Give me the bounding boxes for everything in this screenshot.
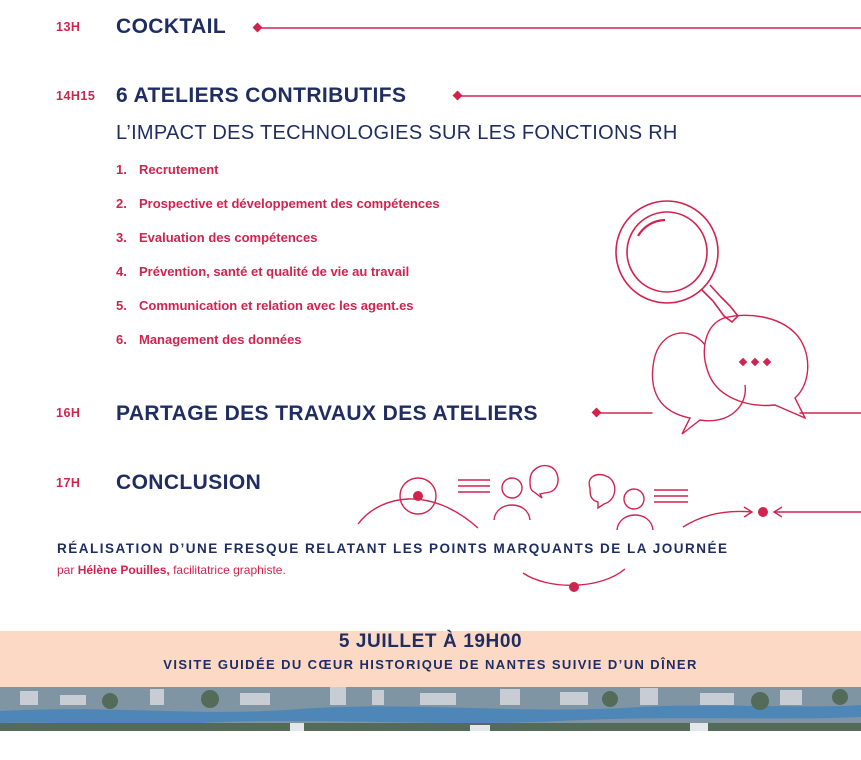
- city-skyline-illustration: [0, 687, 861, 731]
- agenda-time-conclusion: 17H: [56, 476, 81, 490]
- agenda-title-conclusion: CONCLUSION: [116, 471, 262, 494]
- ateliers-list: [116, 162, 440, 366]
- evening-band: [0, 631, 861, 687]
- evening-description: VISITE GUIDÉE DU CŒUR HISTORIQUE DE NANTES SUIVIE D’UN DÎNER: [163, 657, 698, 672]
- list-item: 2. Prospective et développement des compétences: [116, 196, 440, 211]
- city-photo: [0, 687, 861, 731]
- agenda-time-cocktail: 13H: [56, 20, 81, 34]
- evening-date: 5 JUILLET À 19H00: [338, 631, 523, 652]
- agenda-time-ateliers: 14H15: [56, 89, 96, 103]
- list-item: 5. Communication et relation avec les agent.es: [116, 298, 414, 313]
- list-item: 4. Prévention, santé et qualité de vie au travail: [116, 264, 410, 279]
- agenda-title-cocktail: COCKTAIL: [116, 15, 227, 38]
- ateliers-subtitle: L’IMPACT DES TECHNOLOGIES SUR LES FONCTIONS RH: [116, 122, 678, 144]
- list-item: 3. Evaluation des compétences: [116, 230, 318, 245]
- speech-bubbles-icon: [653, 315, 808, 434]
- agenda-time-partage: 16H: [56, 406, 81, 420]
- list-item: 6. Management des données: [116, 332, 302, 347]
- magnifier-icon: [616, 201, 738, 322]
- fresque-title: RÉALISATION D’UNE FRESQUE RELATANT LES POINTS MARQUANTS DE LA JOURNÉE: [57, 541, 729, 556]
- agenda-title-ateliers: 6 ATELIERS CONTRIBUTIFS: [116, 84, 407, 107]
- list-item: 1. Recrutement: [116, 162, 219, 177]
- people-discussion-icon: [358, 466, 861, 586]
- fresque-byline: par Hélène Pouilles, facilitatrice graphiste.: [57, 563, 286, 577]
- agenda-title-partage: PARTAGE DES TRAVAUX DES ATELIERS: [116, 402, 538, 425]
